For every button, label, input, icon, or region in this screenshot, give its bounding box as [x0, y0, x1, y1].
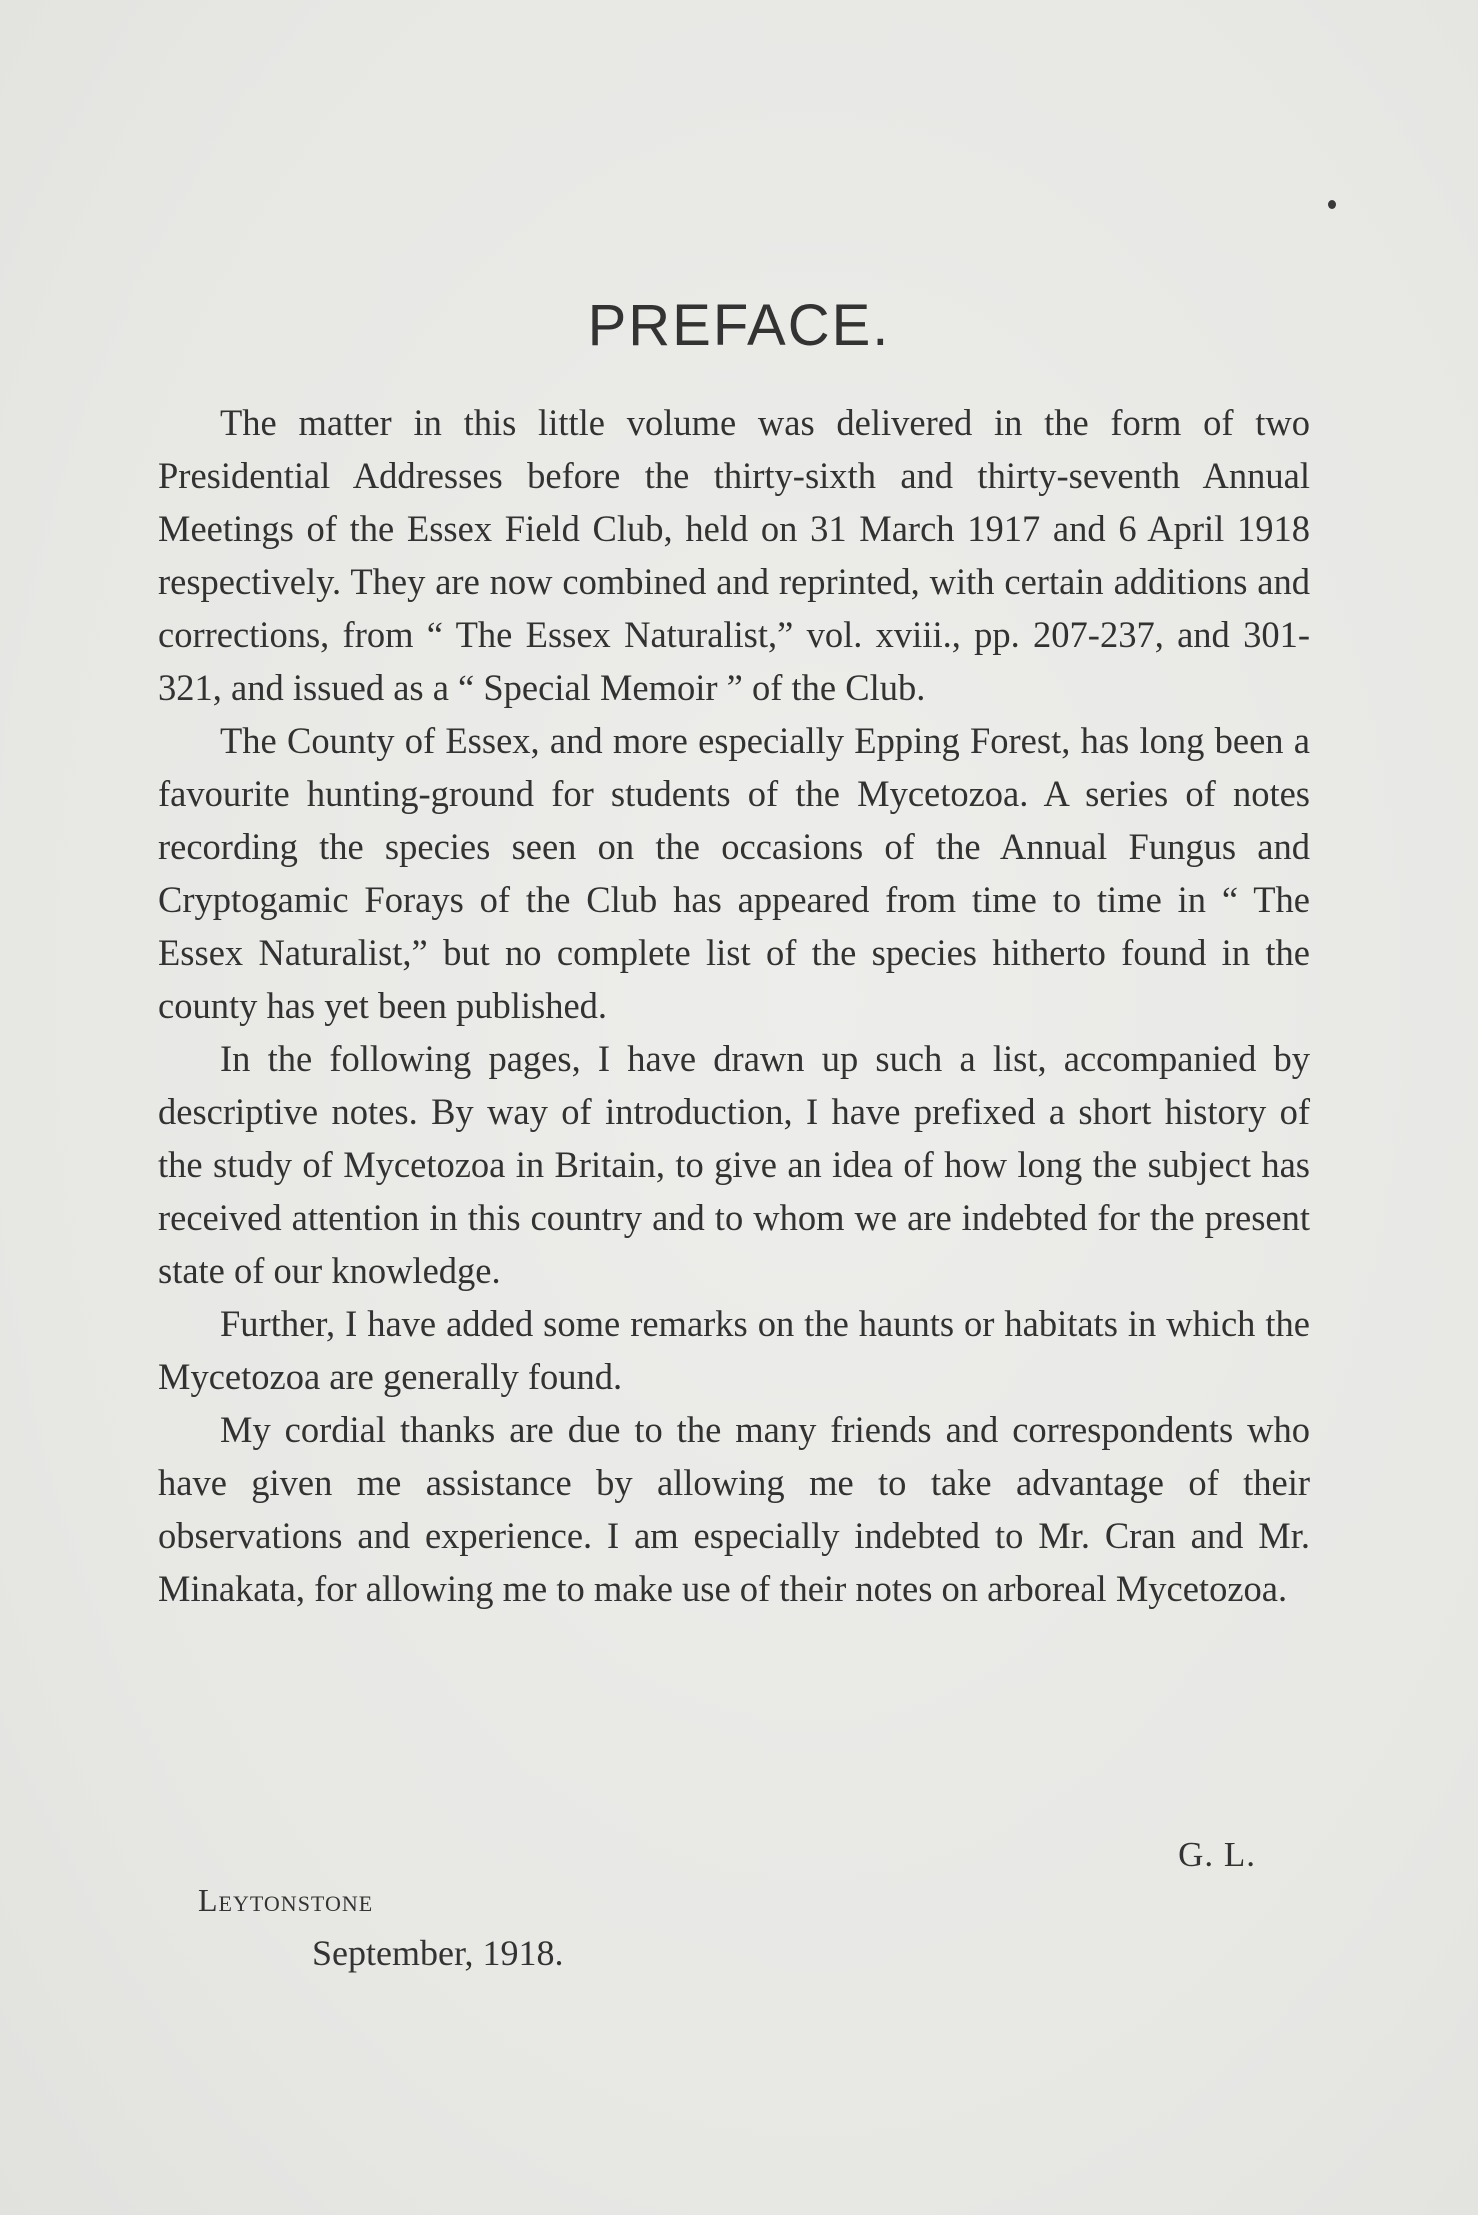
paragraph-5: My cordial thanks are due to the many friends and correspondents who have given me assistance by allowing me to take advantage of their observations and experience. I am especially indebted to Mr. Cran and Mr. Minakata, for allowing me to make use of their notes on arboreal Mycetozoa. [158, 1409, 1310, 1609]
author-initials: G. L. [1178, 1835, 1256, 1874]
paragraph-1: The matter in this little volume was delivered in the form of two Presidential Addresses before the thirty-sixth and thirty-seventh Annual Meetings of the Essex Field Club, held on 31 March 1917 and 6 April 1918 respectively. They are now combined and reprinted, with certain additions and corrections, from “ The Essex Naturalist,” vol. xviii., pp. 207-237, and 301-321, and issued as a “ Special Memoir ” of the Club. [158, 402, 1310, 708]
paragraph-2: The County of Essex, and more especially Epping Forest, has long been a favourite hunting-ground for students of the Mycetozoa. A series of notes recording the species seen on the occasions of the Annual Fungus and Cryptogamic Forays of the Club has appeared from time to time in “ The Essex Naturalist,” but no complete list of the species hitherto found in the county has yet been published. [158, 720, 1310, 1026]
preface-body [158, 396, 1310, 1615]
paragraph-3: In the following pages, I have drawn up such a list, accompanied by descriptive notes. By way of introduction, I have prefixed a short history of the study of Mycetozoa in Britain, to give an idea of how long the subject has received attention in this country and to whom we are indebted for the present state of our knowledge. [158, 1038, 1310, 1291]
page-title: PREFACE. [587, 293, 891, 358]
ink-speck [1328, 200, 1336, 209]
date-line: September, 1918. [312, 1933, 564, 1973]
place-name: Leytonstone [198, 1882, 374, 1918]
paragraph-4: Further, I have added some remarks on the haunts or habitats in which the Mycetozoa are generally found. [158, 1303, 1310, 1397]
